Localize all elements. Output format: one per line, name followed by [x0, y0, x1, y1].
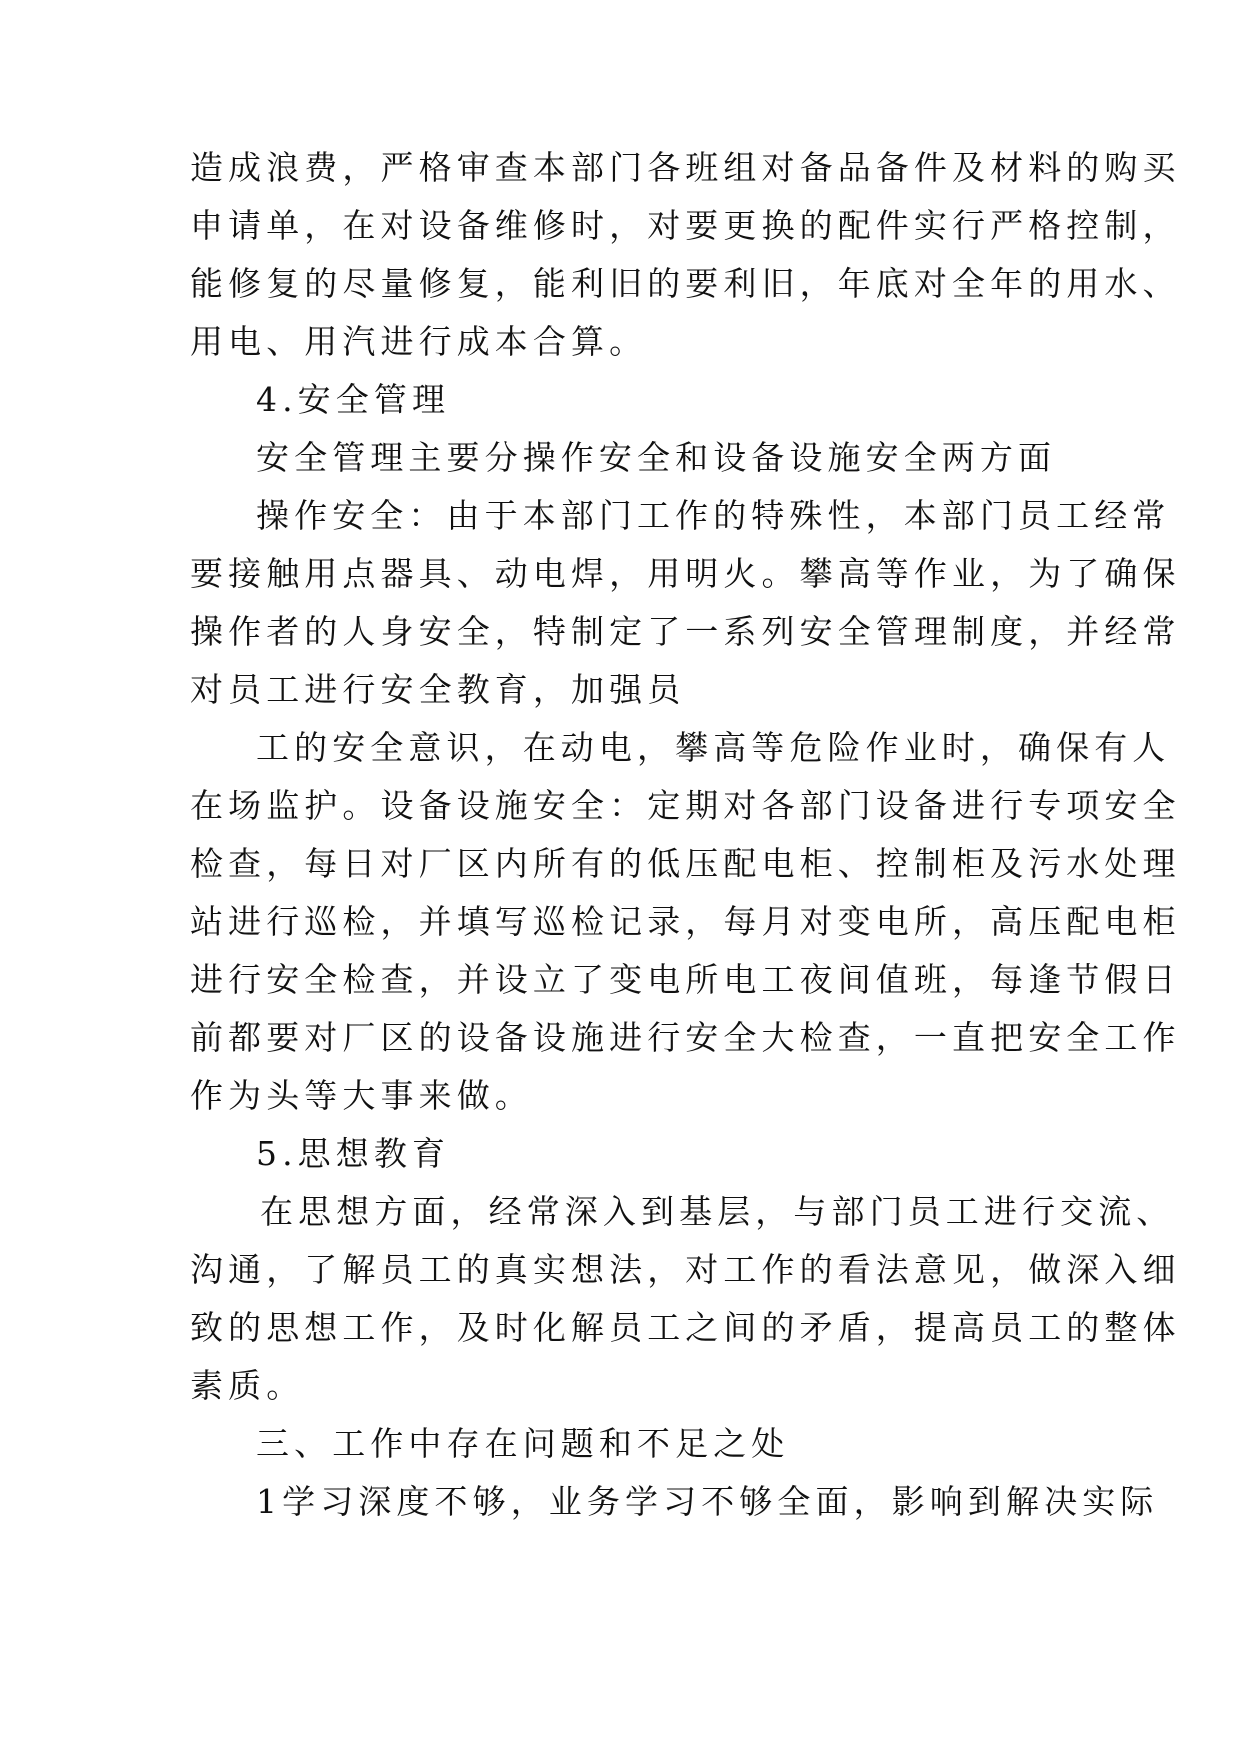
body-text-line: 1学习深度不够，业务学习不够全面，影响到解决实际	[256, 1482, 1159, 1521]
body-text-line: 用电、用汽进行成本合算。	[190, 322, 648, 361]
body-text-line: 致的思想工作，及时化解员工之间的矛盾，提高员工的整体	[190, 1308, 1181, 1347]
body-text-line: 进行安全检查，并设立了变电所电工夜间值班，每逢节假日	[190, 960, 1181, 999]
body-text-line: 站进行巡检，并填写巡检记录，每月对变电所，高压配电柜	[190, 902, 1181, 941]
body-text-line: 检查，每日对厂区内所有的低压配电柜、控制柜及污水处理	[190, 844, 1181, 883]
body-text-line: 操作者的人身安全，特制定了一系列安全管理制度，并经常	[190, 612, 1181, 651]
body-text-line: 能修复的尽量修复，能利旧的要利旧，年底对全年的用水、	[190, 264, 1181, 303]
body-text-line: 申请单，在对设备维修时，对要更换的配件实行严格控制，	[190, 206, 1181, 245]
body-text-line: 造成浪费，严格审查本部门各班组对备品备件及材料的购买	[190, 148, 1181, 187]
body-text-line: 作为头等大事来做。	[190, 1076, 533, 1115]
body-text-line: 前都要对厂区的设备设施进行安全大检查，一直把安全工作	[190, 1018, 1181, 1057]
body-text-line: 要接触用点器具、动电焊，用明火。攀高等作业，为了确保	[190, 554, 1181, 593]
body-text-line: 安全管理主要分操作安全和设备设施安全两方面	[256, 438, 1057, 477]
body-text-line: 素质。	[190, 1366, 305, 1405]
section-heading: 5.思想教育	[256, 1134, 451, 1173]
body-text-line: 在场监护。设备设施安全：定期对各部门设备进行专项安全	[190, 786, 1181, 825]
body-text-line: 对员工进行安全教育，加强员	[190, 670, 686, 709]
body-text-line: 在思想方面，经常深入到基层，与部门员工进行交流、	[260, 1192, 1175, 1231]
body-text-line: 操作安全：由于本部门工作的特殊性，本部门员工经常	[256, 496, 1171, 535]
body-text-line: 沟通，了解员工的真实想法，对工作的看法意见，做深入细	[190, 1250, 1181, 1289]
body-text-line: 工的安全意识，在动电，攀高等危险作业时，确保有人	[256, 728, 1171, 767]
section-heading: 三、工作中存在问题和不足之处	[256, 1424, 790, 1463]
section-heading: 4.安全管理	[256, 380, 451, 419]
